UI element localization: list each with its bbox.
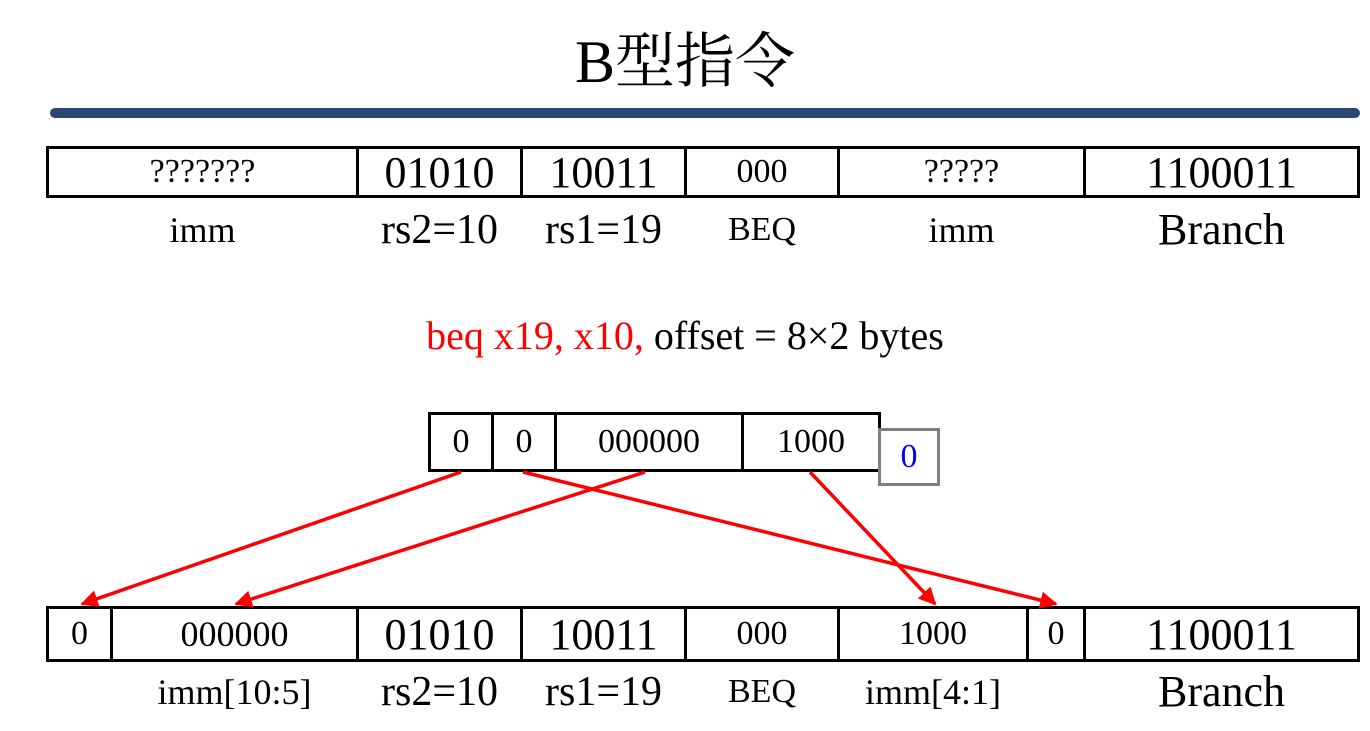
top-cell-imm-hi: ??????? — [46, 146, 359, 198]
bottom-label-opcode: Branch — [1157, 667, 1286, 716]
bottom-label-imm-4-1: imm[4:1] — [865, 672, 1001, 712]
top-label-imm-lo: imm — [928, 210, 995, 250]
top-cell-rs1: 10011 — [520, 146, 687, 198]
offset-bit-0-dropped: 0 — [878, 428, 940, 486]
offset-bit-12: 0 — [428, 412, 494, 472]
arrow-imm-10-5 — [236, 472, 645, 604]
instruction-offset: offset = 8×2 bytes — [653, 313, 944, 358]
bottom-cell-opcode: 1100011 — [1083, 606, 1360, 662]
bottom-cell-funct3: 000 — [684, 606, 840, 662]
arrow-imm-4-1 — [810, 472, 935, 604]
top-cell-funct3: 000 — [684, 146, 840, 198]
offset-bits-10-5: 000000 — [554, 412, 744, 472]
bottom-cell-imm12: 0 — [46, 606, 113, 662]
bottom-label-funct3: BEQ — [728, 673, 796, 710]
top-label-opcode: Branch — [1157, 205, 1286, 254]
bottom-cell-imm11: 0 — [1026, 606, 1086, 662]
offset-bits-4-1: 1000 — [741, 412, 881, 472]
bottom-label-rs2: rs2=10 — [380, 669, 499, 715]
top-label-funct3: BEQ — [728, 211, 796, 248]
bottom-label-rs1: rs1=19 — [544, 669, 663, 715]
arrow-imm11 — [523, 472, 1056, 604]
page-title: B型指令 — [574, 29, 796, 95]
instruction-mnemonic: beq x19, x10, — [426, 313, 644, 358]
arrow-imm12 — [82, 472, 461, 604]
bottom-cell-rs1: 10011 — [520, 606, 687, 662]
bottom-cell-rs2: 01010 — [356, 606, 523, 662]
bottom-label-imm-10-5: imm[10:5] — [157, 672, 312, 712]
top-label-rs1: rs1=19 — [544, 207, 663, 253]
bottom-cell-imm-4-1: 1000 — [837, 606, 1029, 662]
top-cell-opcode: 1100011 — [1083, 146, 1360, 198]
top-cell-rs2: 01010 — [356, 146, 523, 198]
bottom-cell-imm-10-5: 000000 — [110, 606, 359, 662]
top-cell-imm-lo: ????? — [837, 146, 1086, 198]
offset-bit-11: 0 — [491, 412, 557, 472]
top-label-imm-hi: imm — [169, 210, 236, 250]
top-label-rs2: rs2=10 — [380, 207, 499, 253]
